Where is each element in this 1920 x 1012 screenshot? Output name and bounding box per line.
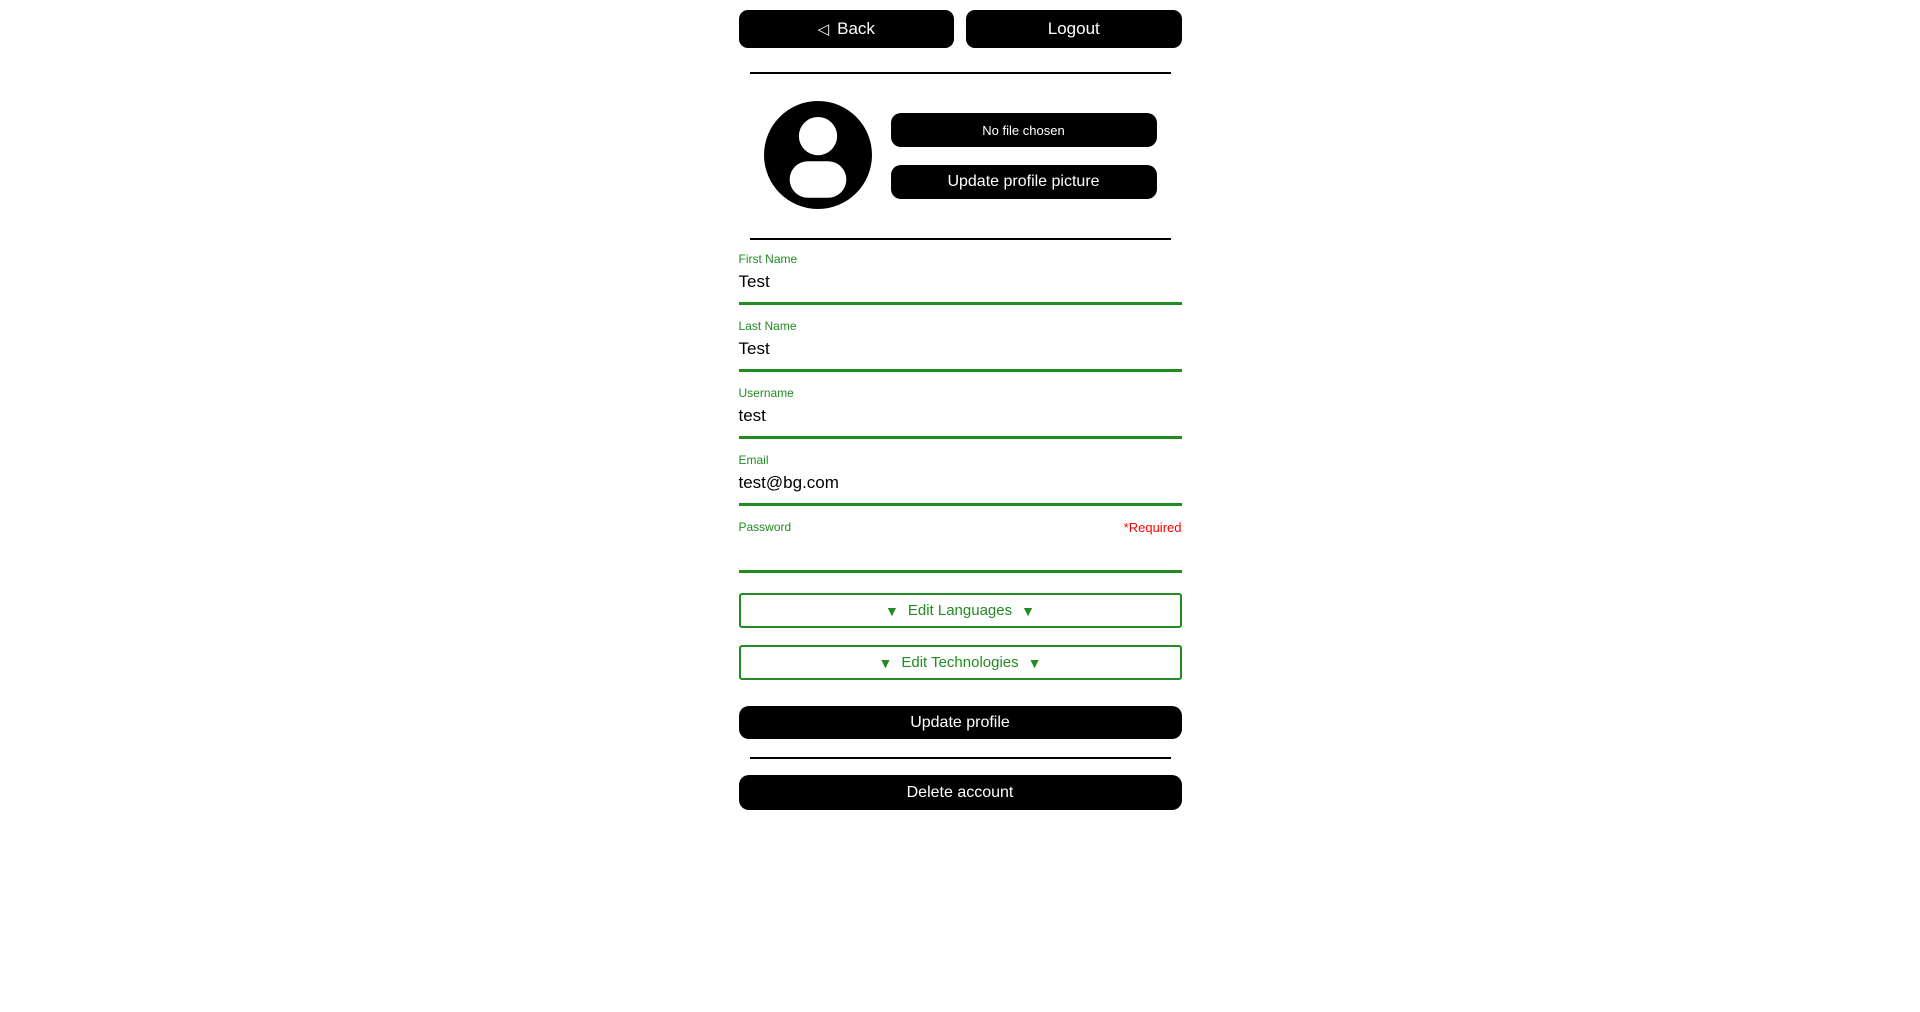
username-value[interactable]: test <box>738 406 766 425</box>
email-field[interactable] <box>739 454 1182 506</box>
edit-languages-label: Edit Languages <box>907 602 1013 619</box>
first-name-value[interactable]: Test <box>738 272 770 291</box>
chevron-down-icon: ▼ <box>1027 654 1042 671</box>
file-input-label: No file chosen <box>982 122 1065 138</box>
update-picture-button[interactable] <box>891 165 1157 199</box>
header-button-row <box>739 10 1182 48</box>
first-name-field[interactable] <box>739 253 1182 305</box>
last-name-label: Last Name <box>738 319 797 333</box>
last-name-value[interactable]: Test <box>738 339 770 358</box>
edit-languages-button[interactable] <box>739 593 1182 628</box>
delete-account-button[interactable] <box>739 775 1182 810</box>
content-column <box>739 0 1182 810</box>
password-required-badge: *Required <box>1123 520 1182 535</box>
chevron-down-icon: ▼ <box>1021 602 1035 619</box>
back-button[interactable] <box>739 10 955 48</box>
divider <box>750 72 1171 74</box>
back-button-label: Back <box>837 19 875 38</box>
logout-button-label: Logout <box>1047 19 1100 38</box>
divider <box>750 238 1171 240</box>
email-value[interactable]: test@bg.com <box>738 473 839 492</box>
back-arrow-icon: ◁ <box>817 20 830 38</box>
password-field[interactable] <box>739 521 1182 573</box>
profile-picture-section <box>739 101 1182 209</box>
logout-button[interactable] <box>966 10 1182 48</box>
password-label: Password <box>738 520 792 534</box>
username-label: Username <box>738 386 794 400</box>
password-value[interactable] <box>739 540 1182 559</box>
delete-account-label: Delete account <box>906 783 1014 801</box>
edit-technologies-button[interactable] <box>739 645 1182 680</box>
update-picture-label: Update profile picture <box>947 173 1100 190</box>
person-circle-icon <box>764 101 872 209</box>
email-label: Email <box>738 453 769 467</box>
picture-buttons-column <box>891 101 1157 209</box>
edit-technologies-label: Edit Technologies <box>901 654 1019 671</box>
chevron-down-icon: ▼ <box>885 602 899 619</box>
username-field[interactable] <box>739 387 1182 439</box>
profile-form <box>739 253 1182 739</box>
file-input-button[interactable] <box>891 113 1157 147</box>
password-label-row <box>739 521 1182 534</box>
divider <box>750 757 1171 759</box>
first-name-label: First Name <box>738 252 798 266</box>
update-profile-label: Update profile <box>910 713 1010 731</box>
chevron-down-icon: ▼ <box>878 654 893 671</box>
last-name-field[interactable] <box>739 320 1182 372</box>
update-profile-button[interactable] <box>739 706 1182 739</box>
